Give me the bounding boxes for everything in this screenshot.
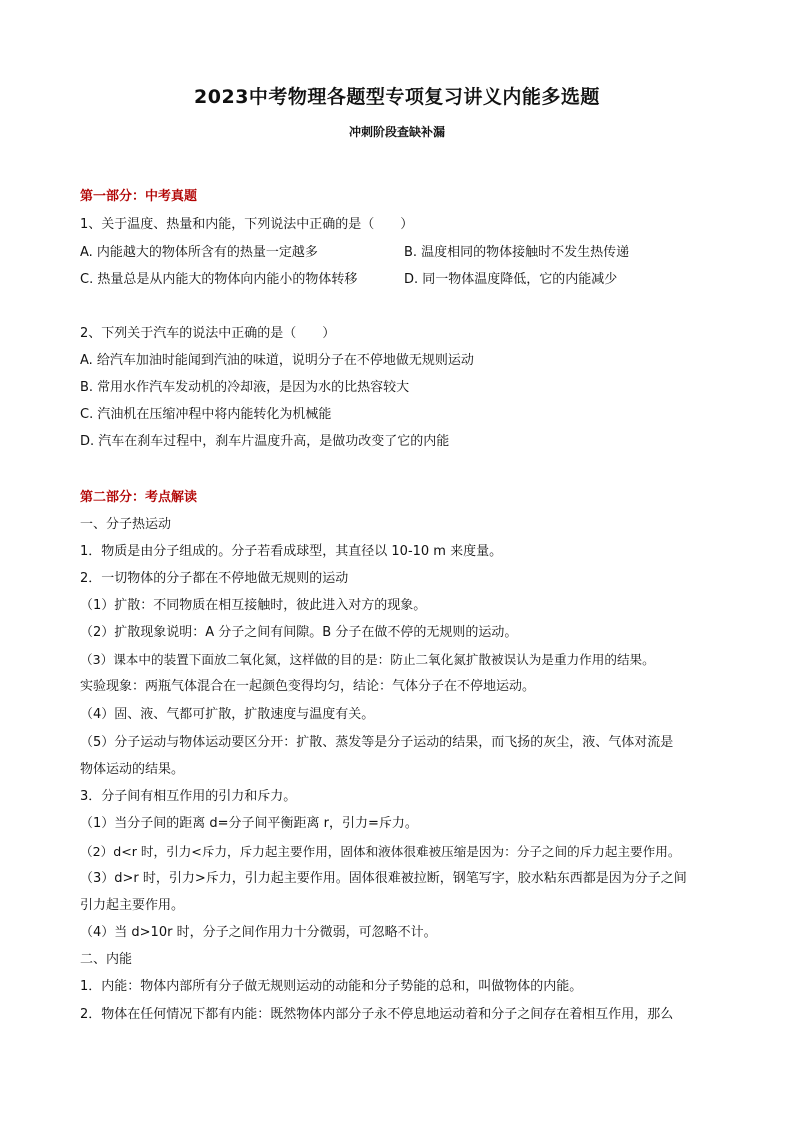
content-line: 1．物质是由分子组成的。分子若看成球型，其直径以 10-10 m 来度量。 bbox=[80, 544, 503, 559]
document-subtitle: 冲刺阶段查缺补漏 bbox=[348, 125, 445, 139]
content-line: （2）扩散现象说明：A 分子之间有间隙。B 分子在做不停的无规则的运动。 bbox=[80, 625, 518, 640]
content-line: 2．物体在任何情况下都有内能：既然物体内部分子永不停息地运动着和分子之间存在着相互作用，那么 bbox=[80, 1007, 674, 1022]
content-line: （5）分子运动与物体运动要区分开：扩散、蒸发等是分子运动的结果，而飞扬的灰尘，液、气体对流是 bbox=[80, 735, 674, 750]
content-line: 实验现象：两瓶气体混合在一起颜色变得均匀，结论：气体分子在不停地运动。 bbox=[80, 679, 536, 694]
content-line: 一、分子热运动 bbox=[80, 517, 172, 532]
q2-option-c: C. 汽油机在压缩冲程中将内能转化为机械能 bbox=[80, 407, 332, 422]
q2-option-d: D. 汽车在刹车过程中，刹车片温度升高，是做功改变了它的内能 bbox=[80, 434, 450, 449]
content-line: 二、内能 bbox=[80, 952, 133, 967]
content-line: （3）课本中的装置下面放二氧化氮，这样做的目的是：防止二氧化氮扩散被误认为是重力作用的结果。 bbox=[80, 652, 655, 667]
content-line: （1）扩散：不同物质在相互接触时，彼此进入对方的现象。 bbox=[80, 598, 427, 613]
content-line: 1．内能：物体内部所有分子做无规则运动的动能和分子势能的总和，叫做物体的内能。 bbox=[80, 979, 583, 994]
content-line: 3．分子间有相互作用的引力和斥力。 bbox=[80, 789, 297, 804]
q2-option-b: B. 常用水作汽车发动机的冷却液，是因为水的比热容较大 bbox=[80, 380, 410, 395]
content-line: （4）固、液、气都可扩散，扩散速度与温度有关。 bbox=[80, 707, 375, 722]
q1-option-d: D. 同一物体温度降低，它的内能减少 bbox=[404, 272, 618, 287]
content-line: （3）d>r 时，引力>斥力，引力起主要作用。固体很难被拉断，钢笔写字，胶水粘东西都是因为分子之间 bbox=[80, 871, 687, 886]
content-line: 引力起主要作用。 bbox=[80, 898, 185, 913]
document-title: 2023中考物理各题型专项复习讲义内能多选题 bbox=[194, 86, 600, 108]
part1-heading: 第一部分：中考真题 bbox=[80, 189, 198, 204]
content-line: 物体运动的结果。 bbox=[80, 762, 185, 777]
content-line: （2）d<r 时，引力<斥力，斥力起主要作用，固体和液体很难被压缩是因为：分子之间的斥力起主要作用。 bbox=[80, 844, 681, 859]
content-line: 2．一切物体的分子都在不停地做无规则的运动 bbox=[80, 571, 349, 586]
content-line: （1）当分子间的距离 d=分子间平衡距离 r，引力=斥力。 bbox=[80, 816, 418, 831]
q2-stem: 2、下列关于汽车的说法中正确的是（ ） bbox=[80, 326, 336, 341]
content-line: （4）当 d>10r 时，分子之间作用力十分微弱，可忽略不计。 bbox=[80, 925, 437, 940]
q2-option-a: A. 给汽车加油时能闻到汽油的味道，说明分子在不停地做无规则运动 bbox=[80, 353, 474, 368]
q1-stem: 1、关于温度、热量和内能，下列说法中正确的是（ ） bbox=[80, 217, 414, 232]
part2-heading: 第二部分：考点解读 bbox=[80, 490, 198, 505]
q1-option-b: B. 温度相同的物体接触时不发生热传递 bbox=[404, 245, 630, 260]
q1-option-a: A. 内能越大的物体所含有的热量一定越多 bbox=[80, 245, 318, 260]
q1-option-c: C. 热量总是从内能大的物体向内能小的物体转移 bbox=[80, 272, 358, 287]
